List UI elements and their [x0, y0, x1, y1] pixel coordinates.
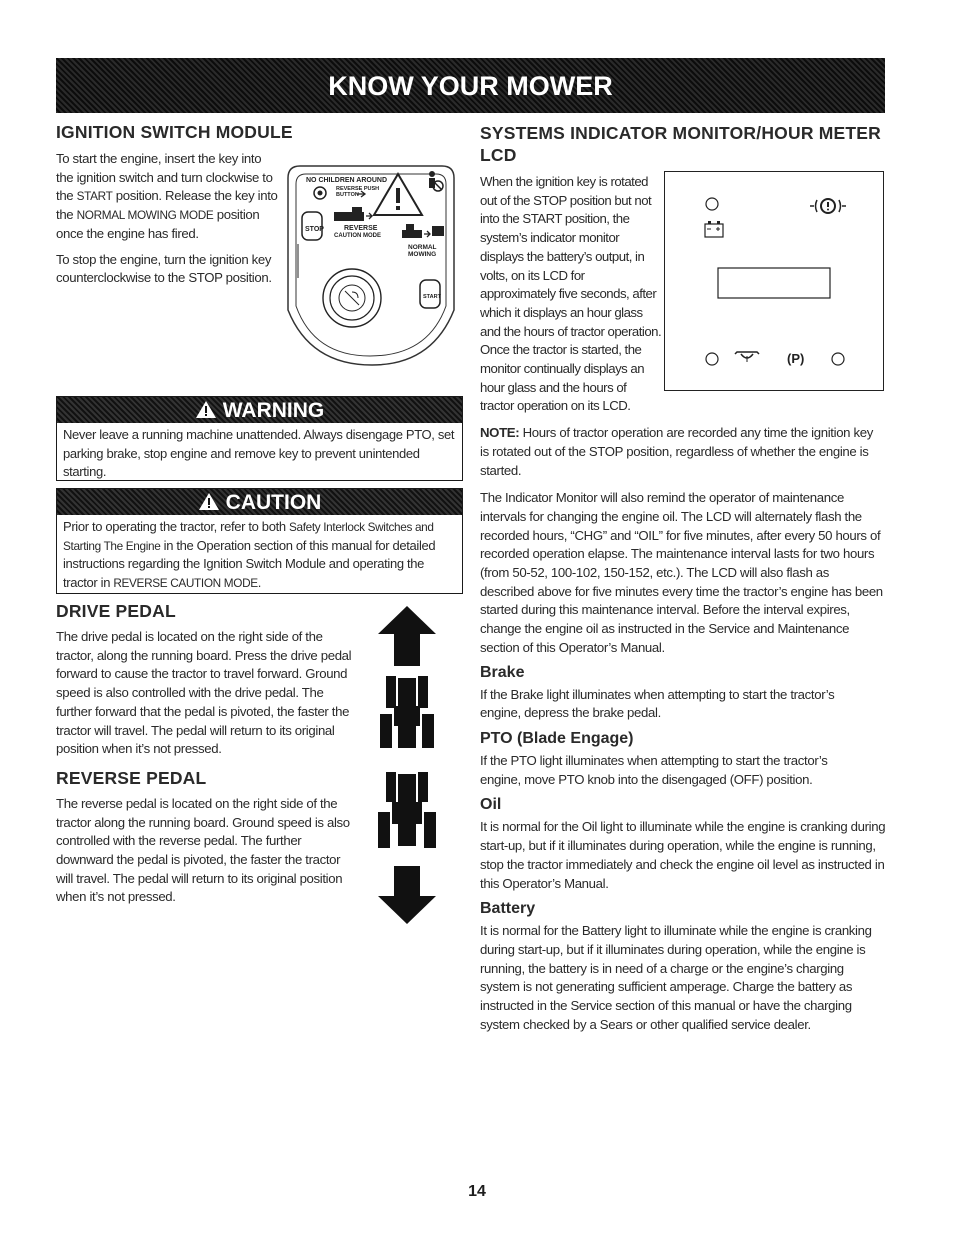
forward-arrow-icon: [378, 606, 436, 666]
warning-box: [56, 396, 463, 481]
brake-text: If the Brake light illuminates when attempting to start the tractor’s engine, depress the brake pedal.: [480, 686, 835, 721]
label-no-children: NO CHILDREN AROUND: [306, 177, 388, 184]
warning-text: Never leave a running machine unattended. Always disengage PTO, set parking brake, stop engine and remove key to prevent unintended starting.: [63, 427, 455, 480]
ignition-heading: IGNITION SWITCH MODULE: [56, 122, 293, 142]
reverse-arrow-icon: [378, 866, 436, 924]
battery-heading: Battery: [480, 900, 536, 918]
label-stop: STOP: [305, 226, 324, 233]
warning-triangle-icon: [195, 399, 217, 426]
normal-mowing-tractor-icon: [402, 224, 444, 238]
page-number: 14: [468, 1183, 486, 1200]
warning-title: WARNING: [222, 399, 325, 422]
indicator-light-top-left: [706, 198, 718, 210]
oil-can-icon: [735, 352, 759, 362]
label-reverse-push: REVERSE PUSH: [336, 186, 380, 192]
caution-box: [56, 488, 463, 594]
caution-title: CAUTION: [225, 491, 322, 514]
systems-reminder: The Indicator Monitor will also remind the operator of maintenance intervals for changing the engine oil. The LCD will alternately flash the recorded hours, “CHG” and “OIL” for five minutes, after every 50 hours of recorded operation elapse. The maintenance interval lasts for two hours (from 50-52, 100-102, 150-152, etc.). The LCD will also flash as described above for five minutes every time the tractor’s engine has been started during this maintenance interval. Before the interval expires, change the engine oil as instructed in the Service and Maintenance section of this Operator’s Manual.: [480, 490, 883, 655]
ignition-para-1: To start the engine, insert the key into the ignition switch and turn clockwise to the START position. Release the key into the NORMAL MOWING MODE position once the engine has fired.: [56, 151, 278, 241]
warning-header: [57, 397, 462, 423]
systems-heading: SYSTEMS INDICATOR MONITOR/HOUR METER LCD: [480, 123, 881, 165]
ignition-module-svg: [282, 160, 460, 370]
indicator-light-bottom-left: [706, 353, 718, 365]
tractor-reverse-icon: [378, 772, 436, 848]
systems-intro: When the ignition key is rotated out of the STOP position but not into the START position, the system’s indicator monitor displays the battery’s output, in volts, on its LCD for approximately five seconds, after which it displays an hour glass and the hours of tractor operation. Once the tractor is started, the monitor continually displays an hour glass and the hours of tractor operation on its LCD.: [480, 174, 662, 414]
drive-pedal-text: The drive pedal is located on the right side of the tractor, along the running board. Press the drive pedal forward to cause the tractor to travel forward. Ground speed is also controlled with the drive pedal. The further forward that the pedal is pivoted, the faster the tractor will travel. The pedal will return to its original position when it’s not pressed.: [56, 629, 352, 757]
pto-heading: PTO (Blade Engage): [480, 729, 634, 747]
battery-text: It is normal for the Battery light to illuminate while the engine is cranking during start-up, but if it illuminates during operation, while the engine is running, the battery is in need of a charge or the engine’s charging system is not generating sufficient amperage. Charge the battery as instructed in the Service section of this manual or have the charging system checked by a Sears or other qualified service dealer.: [480, 923, 872, 1032]
tractor-forward-icon: [380, 676, 434, 748]
label-button: BUTTON: [336, 192, 359, 198]
ignition-module-illustration: [282, 160, 460, 375]
page-banner: KNOW YOUR MOWER: [56, 58, 885, 113]
oil-text: It is normal for the Oil light to illuminate while the engine is cranking during start-up, but if it illuminates during operation, while the engine is running, stop the tractor immediately and check the engine oil level as instructed in this Operator’s Manual.: [480, 819, 886, 891]
reverse-pedal-text: The reverse pedal is located on the right side of the tractor along the running board. Ground speed is also controlled with the reverse pedal. The further downward the pedal is pivoted, the faster the tractor will travel. The pedal will return to its original position when it’s not pressed.: [56, 795, 350, 905]
pto-indicator-label: (P): [787, 351, 805, 366]
pedal-section: [56, 601, 366, 907]
battery-icon: [705, 221, 723, 237]
brake-icon: [810, 199, 846, 213]
brake-heading: Brake: [480, 663, 525, 681]
label-reverse: REVERSE: [344, 225, 378, 232]
start-key-icon: [420, 280, 442, 308]
indicator-light-bottom-right: [832, 353, 844, 365]
lcd-display: [718, 268, 830, 298]
ignition-text: [56, 150, 278, 244]
label-normal: NORMAL: [408, 244, 437, 251]
reverse-tractor-icon: [334, 207, 372, 221]
pedal-direction-illustration: [376, 606, 438, 929]
reverse-pedal-heading: REVERSE PEDAL: [56, 767, 207, 788]
note-label: NOTE:: [480, 425, 520, 441]
caution-header: [57, 489, 462, 515]
pto-text: If the PTO light illuminates when attempting to start the tractor’s engine, move PTO knob into the disengaged (OFF) position.: [480, 752, 828, 787]
pedal-svg: [376, 606, 438, 924]
label-start: START: [423, 294, 441, 300]
caution-text: Prior to operating the tractor, refer to both Safety Interlock Switches and Starting The Engine in the Operation section of this manual for detailed instructions regarding the Ignition Switch Module and operating the tractor in REVERSE CAUTION MODE.: [63, 519, 436, 591]
drive-pedal-heading: DRIVE PEDAL: [56, 601, 176, 621]
label-caution-mode: CAUTION MODE: [334, 233, 381, 239]
stop-key-icon: [302, 212, 324, 240]
label-mowing: MOWING: [408, 251, 437, 258]
indicator-monitor-svg: [665, 172, 882, 389]
oil-heading: Oil: [480, 796, 502, 814]
caution-triangle-icon: [198, 491, 220, 518]
indicator-monitor-diagram: [664, 171, 884, 391]
systems-note: NOTE: Hours of tractor operation are recorded any time the ignition key is rotated out of the STOP position, regardless of whether the engine is started.: [480, 425, 873, 478]
ignition-para-2: To stop the engine, turn the ignition key counterclockwise to the STOP position.: [56, 251, 272, 286]
